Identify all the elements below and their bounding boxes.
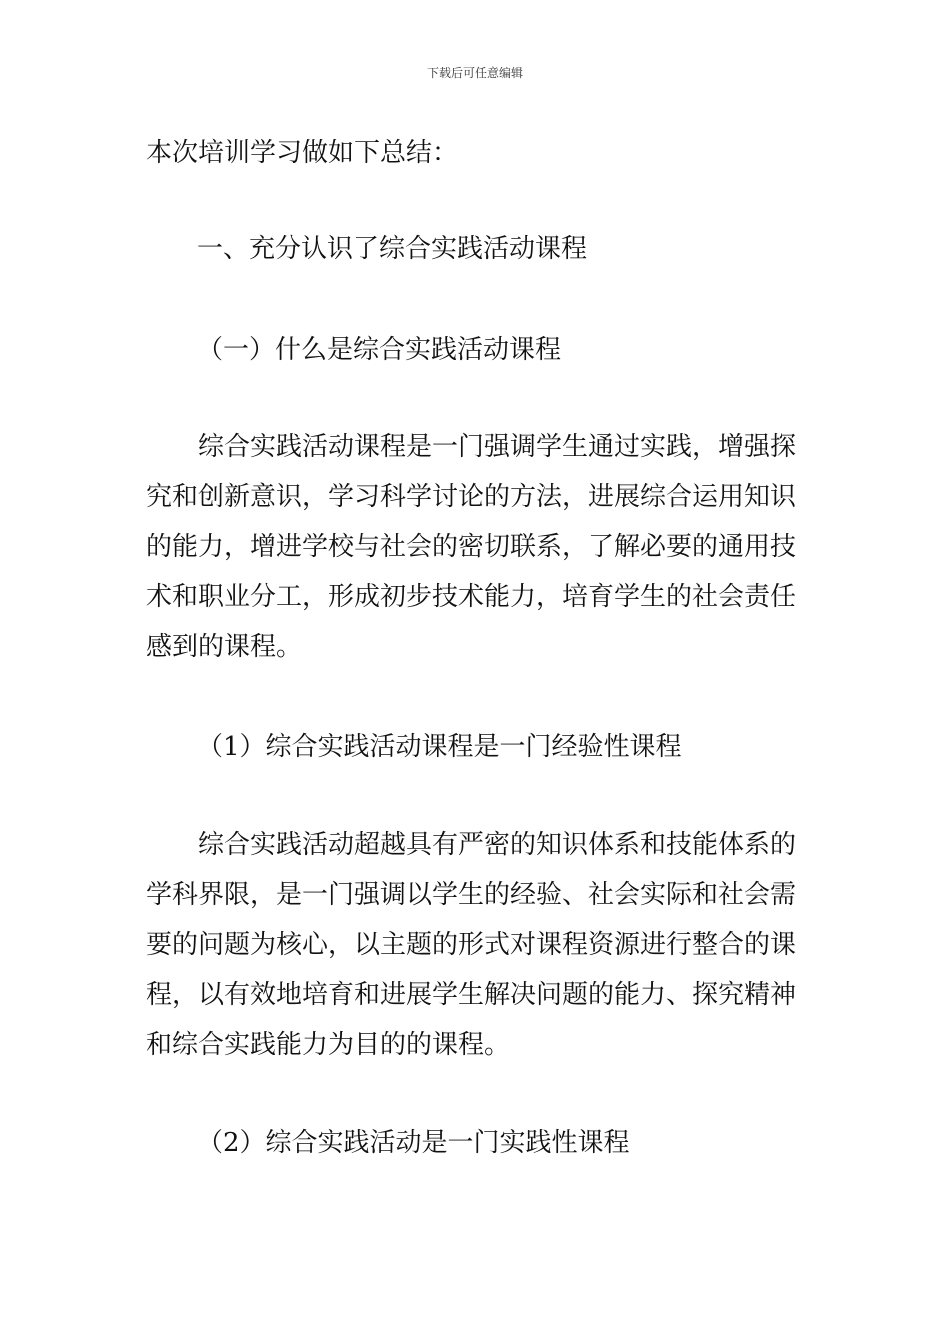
page-header: 下载后可任意编辑 [426,66,523,80]
subsection-heading: （一）什么是综合实践活动课程 [197,335,562,365]
paragraph-definition: 综合实践活动课程是一门强调学生通过实践，增强探究和创新意识，学习科学讨论的方法，进展综合运用知识的能力，增进学校与社会的密切联系，了解必要的通用技术和职业分工，形成初步技术能力，培育学生的社会责任感到的课程。 [146,432,797,662]
point-heading-practical: （2）综合实践活动是一门实践性课程 [197,1128,630,1158]
paragraph-experiential: 综合实践活动超越具有严密的知识体系和技能体系的学科界限，是一门强调以学生的经验、社会实际和社会需要的问题为核心，以主题的形式对课程资源进行整合的课程，以有效地培育和进展学生解决问题的能力、探究精神和综合实践能力为目的的课程。 [146,830,797,1060]
section-heading: 一、充分认识了综合实践活动课程 [197,234,588,264]
point-heading-experiential: （1）综合实践活动课程是一门经验性课程 [197,732,682,762]
intro-text: 本次培训学习做如下总结： [146,138,459,168]
